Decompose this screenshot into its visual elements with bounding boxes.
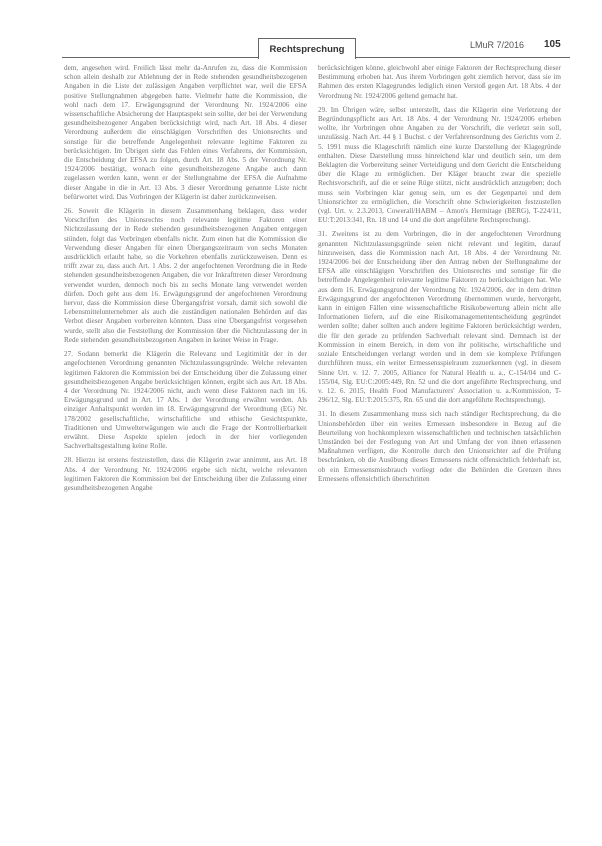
paragraph: 26. Soweit die Klägerin in diesem Zusammenhang beklagen, dass weder Vorschriften des Unionsrechts noch relevante legitime Faktoren einer Nichtzulassung der in Rede stehenden gesundheitsbezogenen Angaben entgegen stünden, folgt das Vorbringen ebenfalls nicht. Zum einen hat die Kommission die Verwendung dieser Angaben für einen Übergangszeitraum von sechs Monaten ausdrücklich erlaubt habe, so die Vorkehren ebenfalls zurückzuweisen. Denn es trifft zwar zu, dass auch Art. 1 Abs. 2 der angefochtenen Verordnung die in Rede stehenden gesundheitsbezogenen Angaben, die vor Inkrafttreten dieser Verordnung verwendet wurden, dennoch noch bis zu sechs Monate lang verwendet werden dürfen. Doch geht aus dem 16. Erwägungsgrund der angefochtenen Verordnung hervor, dass die Kommission diese Übergangsfrist vorsah, damit sich sowohl die Lebensmittelunternehmer als auch die zuständigen nationalen Behörden auf das Verbot dieser Angaben vorbereiten könnten. Dass eine Übergangsfrist vorgesehen wurde, stellt also die Feststellung der Kommission über die Nichtzulassung der in Rede stehenden gesundheitsbezogenen Angaben in keiner Weise in Frage. [64,207,307,344]
left-column [64,64,307,824]
section-title: Rechtsprechung [258,38,356,59]
paragraph: 28. Hierzu ist erstens festzustellen, dass die Klägerin zwar annimmt, aus Art. 18 Abs. 4 der Verordnung Nr. 1924/2006 ergebe sich nicht, welche relevanten legitimen Faktoren die Kommission bei der Entscheidung über die Zulassung einer gesundheitsbezogenen Angabe [64,456,307,492]
paragraph: berücksichtigen könne, gleichwohl aber einige Faktoren der Rechtsprechung dieser Bestimmung erhoben hat. Aus ihrem Vorbringen geht ziemlich hervor, dass sie im Rahmen des ersten Klagegrundes lediglich einen Verstoß gegen Art. 18 Abs. 4 der Verordnung Nr. 1924/2006 geltend gemacht hat. [318,64,561,100]
page-number: 105 [544,39,561,50]
paragraph: 31. Zweitens ist zu dem Vorbringen, die in der angefochtenen Verordnung genannten Nichtzulassungsgründe seien nicht relevant und legitim, darauf hinzuweisen, dass die Kommission nach Art. 18 Abs. 4 der Verordnung Nr. 1924/2006 bei der Entscheidung über den Antrag neben der Stellungnahme der EFSA alle einschlägigen Vorschriften des Unionsrechts und sonstige für die betreffende Angelegenheit relevante legitime Faktoren zu berücksichtigen hat. Wie aus dem 16. Erwägungsgrund der Verordnung Nr. 1924/2006, der in dem dritten Erwägungsgrund der angefochtenen Verordnung übernommen wurde, hervorgeht, kann in einigen Fällen eine wissenschaftliche Risikobewertung allein nicht alle Informationen liefern, auf die eine Risikomanagemententscheidung gegründet werden sollte; daher sollten auch andere legitime Faktoren berücksichtigt werden, die für den gerade zu prüfenden Sachverhalt relevant sind. Demnach ist der Kommission in einem Bereich, in dem von ihr politische, wirtschaftliche und soziale Entscheidungen verlangt werden und in dem sie komplexe Prüfungen durchführen muss, ein weiter Ermessensspielraum zuzuerkennen (vgl. in diesem Sinne Urt. v. 12. 7. 2005, Alliance for Natural Health u. a., C-154/04 und C-155/04, Slg. EU:C:2005:449, Rn. 52 und die dort angeführte Rechtsprechung, und v. 12. 6. 2015, Health Food Manufacturers' Association u. a./Kommission, T-296/12, Slg. EU:T:2015:375, Rn. 65 und die dort angeführte Rechtsprechung). [318,230,561,405]
journal-reference: LMuR 7/2016 [470,40,525,50]
paragraph: dem, angesehen wird. Freilich lässt mehr da-Anrufen zu, dass die Kommission schon allein deshalb zur Ablehnung der in Rede stehenden gesundheitsbezogenen Angaben in die Liste der zulässigen Angaben verpflichtet war, weil die EFSA positive Stellungnahmen abgegeben hatte. Vielmehr hatte die Kommission, die wohl nach dem 17. Erwägungsgrund der Verordnung Nr. 1924/2006 eine wissenschaftliche Absicherung der Hauptaspekt sein sollte, der bei der Verwendung gesundheitsbezogener Angaben berücksichtigt wird, nach Art. 18 Abs. 4 dieser Verordnung außerdem die einschlägigen Vorschriften des Unionsrechts und sonstige für die betreffende Angelegenheit relevante legitime Faktoren zu berücksichtigen. Im Übrigen sieht das Fehlen eines Verfahrens, der Kommission, die Entscheidung der EFSA zu folgen, durch Art. 18 Abs. 5 der Verordnung Nr. 1924/2006 bestätigt, wonach eine gesundheitsbezogene Angabe auch dann zugelassen werden kann, wenn er der Stellungnahme der EFSA die Aufnahme dieser Angabe in die in Art. 13 Abs. 3 dieser Verordnung genannte Liste nicht befürwortet wird. Das Vorbringen der Klägerin ist daher zurückzuweisen. [64,64,307,201]
paragraph: 31. In diesem Zusammenhang muss sich nach ständiger Rechtsprechung, da die Unionsbehörden über ein weites Ermessen insbesondere in Bezug auf die Beurteilung von hochkomplexen wissenschaftlichen und technischen tatsächlichen Umständen bei der Festlegung von Art und Umfang der von ihnen erlassenen Maßnahmen verfügen, die Kontrolle durch den Unionsrichter auf die Prüfung beschränken, ob die Ausübung dieses Ermessens nicht offensichtlich fehlerhaft ist, ob ein Ermessensmissbrauch vorliegt oder die Behörden die Grenzen ihres Ermessens offensichtlich überschritten [318,410,561,483]
paragraph: 27. Sodann bemerkt die Klägerin die Relevanz und Legitimität der in der angefochtenen Verordnung genannten Nichtzulassungsgründe. Welche relevanten legitimen Faktoren die Kommission bei der Entscheidung über die Zulassung einer gesundheitsbezogenen Angabe berücksichtigen können, ergibt sich aus Art. 18 Abs. 4 der Verordnung Nr. 1924/2006 nicht, auch wenn diese Faktoren nach im 16. Erwägungsgrund und in Art. 17 Abs. 1 der Verordnung erwähnt werden. Als einziger Anhaltspunkt werden im 18. Erwägungsgrund der Verordnung (EG) Nr. 178/2002 gesellschaftliche, wirtschaftliche und ethische Gesichtspunkte, Traditionen und Umwelterwägungen wie auch die Frage der Kontrollierbarkeit erwähnt. Diese Aspekte spielen jedoch in der hier vorliegenden Sachverhaltsgestaltung keine Rolle. [64,350,307,451]
right-column [318,64,561,824]
paragraph: 29. Im Übrigen wäre, selbst unterstellt, dass die Klägerin eine Verletzung der Begründungspflicht aus Art. 18 Abs. 4 der Verordnung Nr. 1924/2006 erheben wollte, ihr Vorbringen ohne Angaben zu der Vorschrift, die verletzt sein soll, unzulässig. Nach Art. 44 § 1 Buchst. c der Verfahrensordnung des Gerichts vom 2. 5. 1991 muss die Klageschrift nämlich eine kurze Darstellung der Klagegründe enthalten. Diese Darstellung muss hinreichend klar und deutlich sein, um dem Beklagten die Vorbereitung seiner Verteidigung und dem Gericht die Entscheidung über die Klage zu ermöglichen. Der Kläger braucht zwar die spezielle Rechtsvorschrift, auf die er seine Rüge stützt, nicht ausdrücklich anzugeben; doch muss sein Vorbringen klar genug sein, um es der Gegenpartei und dem Unionsrichter zu ermöglichen, die Vorschrift ohne Schwierigkeiten festzustellen (vgl. Urt. v. 2.3.2013, Cowerall/HABM – Amon's Hermitage (BERG), T-224/11, EU:T:2013:341, Rn. 18 und 14 und die dort angeführte Rechtsprechung). [318,105,561,225]
